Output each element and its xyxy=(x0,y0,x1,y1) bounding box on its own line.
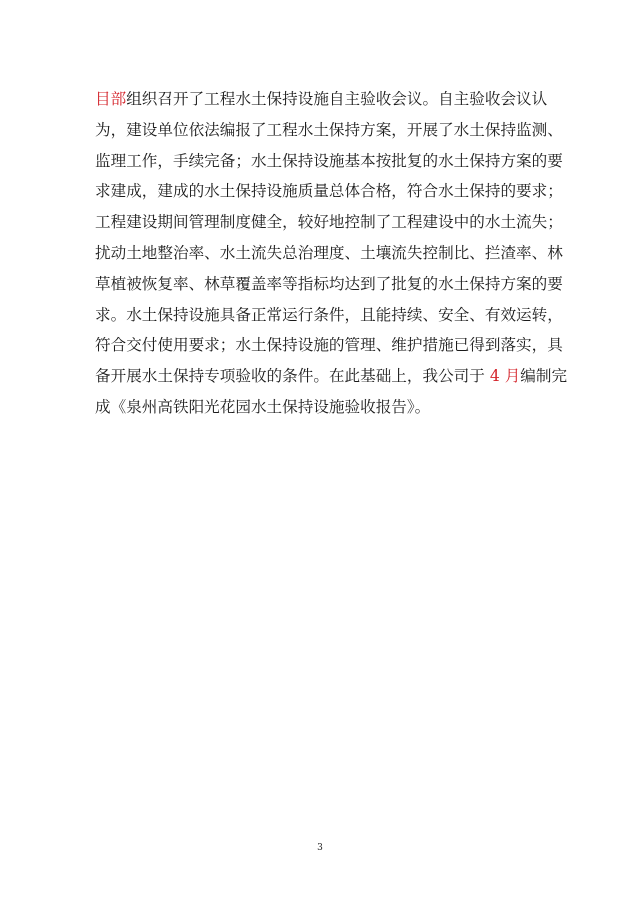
paragraph-line-7: 草植被恢复率、林草覆盖率等指标均达到了批复的水土保持方案的要 xyxy=(95,274,563,293)
paragraph-line-11: 成《泉州高铁阳光花园水土保持设施验收报告》。 xyxy=(95,397,431,416)
paragraph-line-3: 监理工作，手续完备；水土保持设施基本按批复的水土保持方案的要 xyxy=(95,151,563,170)
paragraph-line-9: 符合交付使用要求；水土保持设施的管理、维护措施已得到落实，具 xyxy=(95,336,563,355)
paragraph-line-4: 求建成，建成的水土保持设施质量总体合格，符合水土保持的要求； xyxy=(95,182,563,201)
highlighted-date: 4 月 xyxy=(489,367,521,386)
paragraph-line-10 xyxy=(95,361,568,392)
paragraph-line-8: 求。水土保持设施具备正常运行条件，且能持续、安全、有效运转， xyxy=(95,305,563,324)
line-text: 组织召开了工程水土保持设施自主验收会议。自主验收会议认 xyxy=(126,90,548,108)
paragraph-line-5: 工程建设期间管理制度健全，较好地控制了工程建设中的水土流失； xyxy=(95,213,563,232)
paragraph-line-1 xyxy=(95,84,555,115)
line-text-after: 编制完 xyxy=(520,367,568,386)
paragraph-line-2: 为，建设单位依法编报了工程水土保持方案，开展了水土保持监测、 xyxy=(95,120,563,139)
page-number: 3 xyxy=(317,843,323,853)
body-paragraph xyxy=(95,84,568,423)
line-text-before: 备开展水土保持专项验收的条件。在此基础上，我公司于 xyxy=(95,367,490,386)
paragraph-line-6: 扰动土地整治率、水土流失总治理度、土壤流失控制比、拦渣率、林 xyxy=(95,243,563,262)
highlighted-text: 目部 xyxy=(95,90,127,108)
